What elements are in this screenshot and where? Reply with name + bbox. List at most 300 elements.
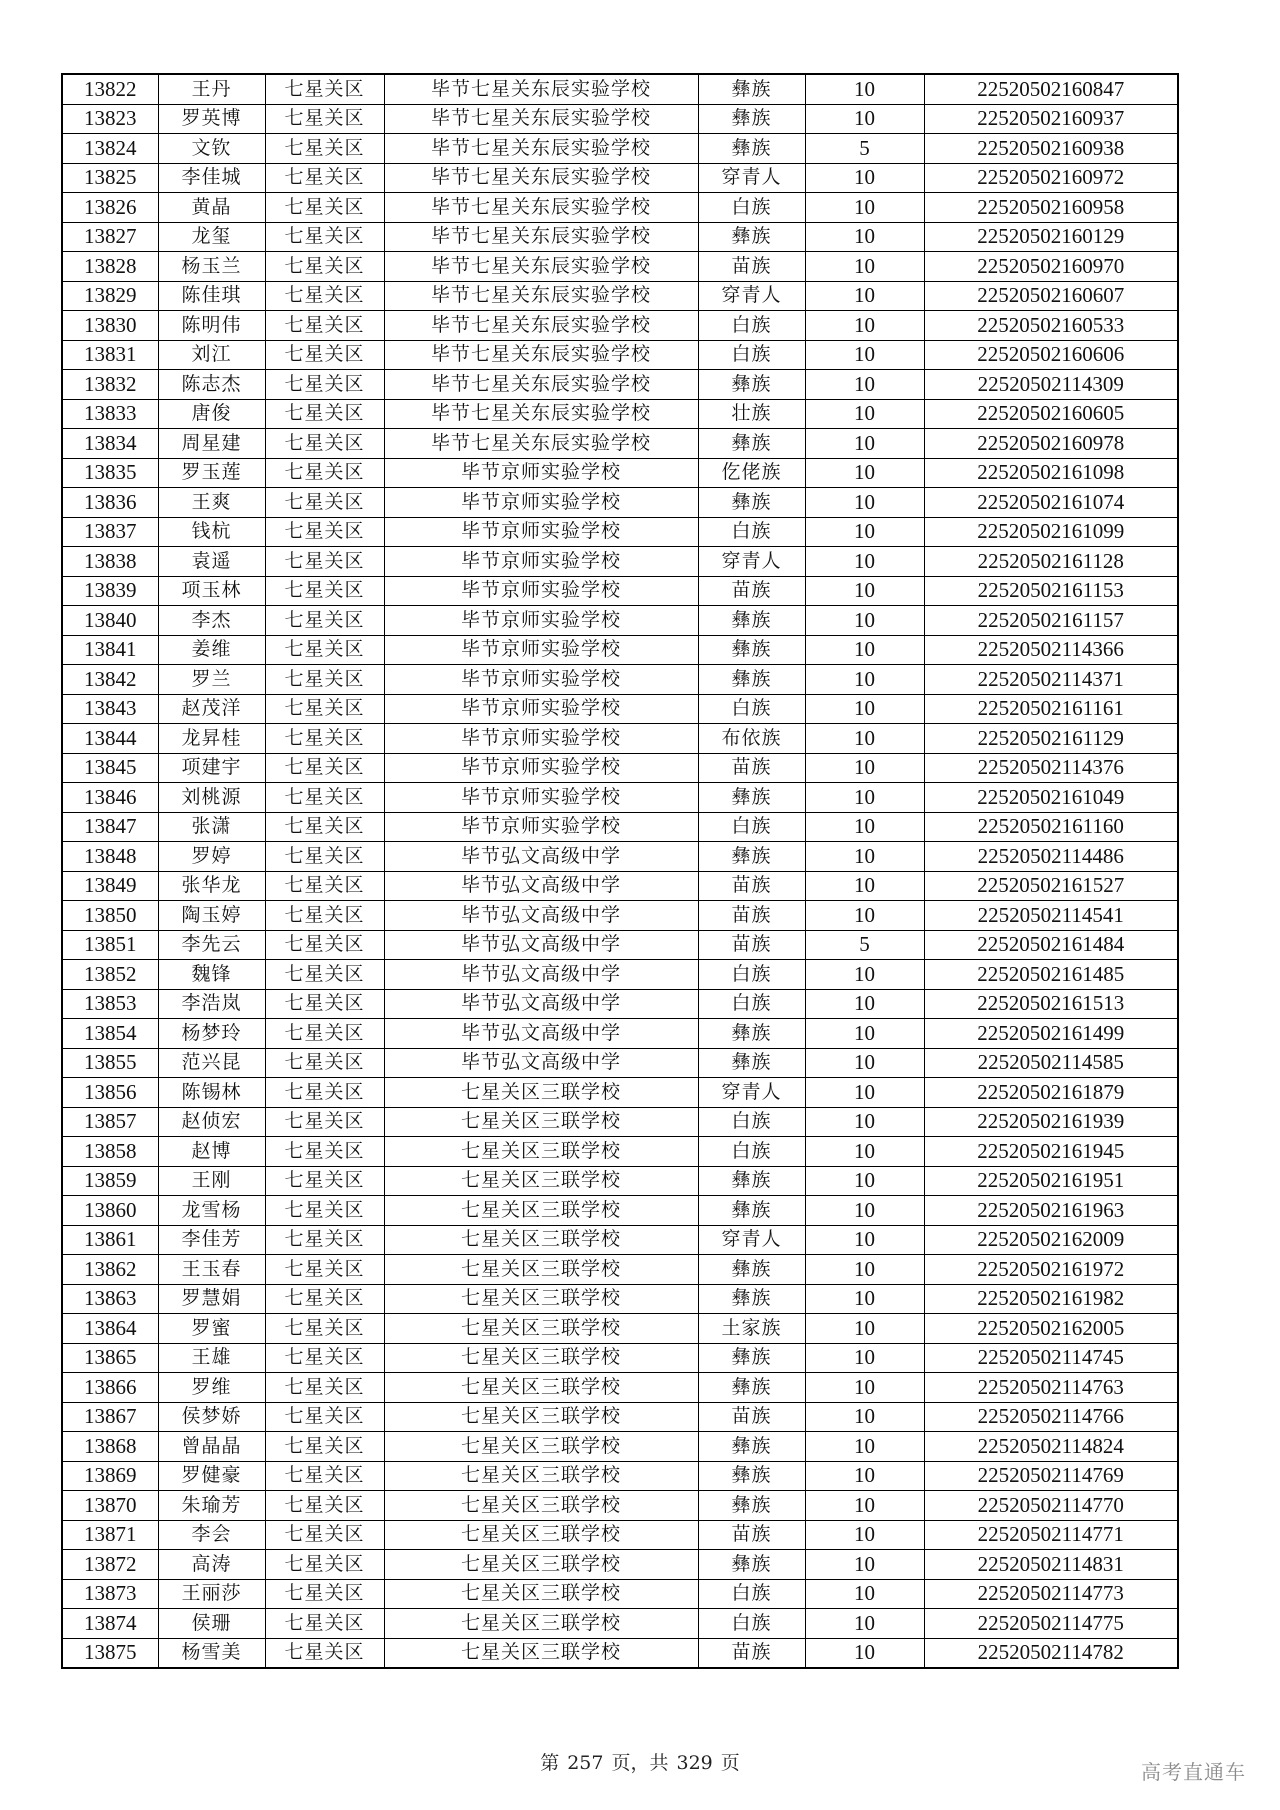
school-cell: 毕节京师实验学校: [384, 753, 698, 783]
row-index-cell: 13849: [62, 871, 158, 901]
ethnicity-cell: 彝族: [698, 1284, 805, 1314]
ethnicity-cell: 彝族: [698, 1048, 805, 1078]
table-row: [62, 1402, 1178, 1432]
bonus-points-cell: 10: [805, 1579, 924, 1609]
exam-id-cell: 22520502114831: [924, 1550, 1178, 1580]
table-row: [62, 1638, 1178, 1668]
table-row: [62, 783, 1178, 813]
exam-id-cell: 22520502160129: [924, 222, 1178, 252]
row-index-cell: 13866: [62, 1373, 158, 1403]
school-cell: 七星关区三联学校: [384, 1225, 698, 1255]
student-name-cell: 范兴昆: [158, 1048, 265, 1078]
student-name-cell: 赵侦宏: [158, 1107, 265, 1137]
student-name-cell: 魏锋: [158, 960, 265, 990]
ethnicity-cell: 彝族: [698, 1019, 805, 1049]
student-name-cell: 李佳芳: [158, 1225, 265, 1255]
document-table-container: [61, 73, 1177, 1669]
student-name-cell: 龙昇桂: [158, 724, 265, 754]
row-index-cell: 13846: [62, 783, 158, 813]
table-row: [62, 1166, 1178, 1196]
row-index-cell: 13861: [62, 1225, 158, 1255]
ethnicity-cell: 穿青人: [698, 281, 805, 311]
district-cell: 七星关区: [265, 842, 384, 872]
exam-id-cell: 22520502114766: [924, 1402, 1178, 1432]
bonus-points-cell: 10: [805, 1343, 924, 1373]
student-name-cell: 杨玉兰: [158, 252, 265, 282]
district-cell: 七星关区: [265, 252, 384, 282]
district-cell: 七星关区: [265, 311, 384, 341]
row-index-cell: 13851: [62, 930, 158, 960]
exam-id-cell: 22520502161951: [924, 1166, 1178, 1196]
exam-id-cell: 22520502161485: [924, 960, 1178, 990]
bonus-points-cell: 5: [805, 930, 924, 960]
district-cell: 七星关区: [265, 547, 384, 577]
school-cell: 七星关区三联学校: [384, 1166, 698, 1196]
table-row: [62, 1491, 1178, 1521]
table-row: [62, 724, 1178, 754]
school-cell: 毕节七星关东辰实验学校: [384, 134, 698, 164]
school-cell: 毕节弘文高级中学: [384, 1048, 698, 1078]
table-row: [62, 606, 1178, 636]
ethnicity-cell: 苗族: [698, 1402, 805, 1432]
student-name-cell: 侯梦娇: [158, 1402, 265, 1432]
student-name-cell: 王玉春: [158, 1255, 265, 1285]
bonus-points-cell: 10: [805, 1373, 924, 1403]
footer-mid: 页，共: [611, 1752, 669, 1774]
school-cell: 毕节弘文高级中学: [384, 901, 698, 931]
exam-id-cell: 22520502160938: [924, 134, 1178, 164]
bonus-points-cell: 10: [805, 340, 924, 370]
ethnicity-cell: 彝族: [698, 222, 805, 252]
ethnicity-cell: 苗族: [698, 1638, 805, 1668]
bonus-points-cell: 5: [805, 134, 924, 164]
district-cell: 七星关区: [265, 1550, 384, 1580]
district-cell: 七星关区: [265, 606, 384, 636]
row-index-cell: 13874: [62, 1609, 158, 1639]
ethnicity-cell: 苗族: [698, 901, 805, 931]
school-cell: 七星关区三联学校: [384, 1579, 698, 1609]
ethnicity-cell: 土家族: [698, 1314, 805, 1344]
student-name-cell: 高涛: [158, 1550, 265, 1580]
table-row: [62, 635, 1178, 665]
row-index-cell: 13865: [62, 1343, 158, 1373]
student-name-cell: 罗慧娟: [158, 1284, 265, 1314]
school-cell: 毕节弘文高级中学: [384, 989, 698, 1019]
current-page-number: 257: [567, 1752, 604, 1774]
ethnicity-cell: 彝族: [698, 1491, 805, 1521]
district-cell: 七星关区: [265, 1432, 384, 1462]
table-row: [62, 488, 1178, 518]
district-cell: 七星关区: [265, 1609, 384, 1639]
ethnicity-cell: 彝族: [698, 1166, 805, 1196]
school-cell: 七星关区三联学校: [384, 1373, 698, 1403]
table-row: [62, 547, 1178, 577]
row-index-cell: 13832: [62, 370, 158, 400]
ethnicity-cell: 苗族: [698, 753, 805, 783]
ethnicity-cell: 白族: [698, 193, 805, 223]
row-index-cell: 13856: [62, 1078, 158, 1108]
ethnicity-cell: 彝族: [698, 134, 805, 164]
table-row: [62, 576, 1178, 606]
row-index-cell: 13870: [62, 1491, 158, 1521]
school-cell: 七星关区三联学校: [384, 1078, 698, 1108]
ethnicity-cell: 白族: [698, 1137, 805, 1167]
ethnicity-cell: 白族: [698, 340, 805, 370]
school-cell: 毕节京师实验学校: [384, 635, 698, 665]
row-index-cell: 13864: [62, 1314, 158, 1344]
student-name-cell: 罗英博: [158, 104, 265, 134]
row-index-cell: 13824: [62, 134, 158, 164]
bonus-points-cell: 10: [805, 1461, 924, 1491]
exam-id-cell: 22520502161513: [924, 989, 1178, 1019]
district-cell: 七星关区: [265, 1373, 384, 1403]
district-cell: 七星关区: [265, 724, 384, 754]
student-name-cell: 陈明伟: [158, 311, 265, 341]
bonus-points-cell: 10: [805, 370, 924, 400]
district-cell: 七星关区: [265, 1019, 384, 1049]
school-cell: 毕节京师实验学校: [384, 547, 698, 577]
bonus-points-cell: 10: [805, 1019, 924, 1049]
school-cell: 毕节京师实验学校: [384, 724, 698, 754]
bonus-points-cell: 10: [805, 281, 924, 311]
row-index-cell: 13850: [62, 901, 158, 931]
district-cell: 七星关区: [265, 370, 384, 400]
table-row: [62, 753, 1178, 783]
row-index-cell: 13838: [62, 547, 158, 577]
student-name-cell: 罗健豪: [158, 1461, 265, 1491]
table-row: [62, 134, 1178, 164]
table-row: [62, 517, 1178, 547]
school-cell: 七星关区三联学校: [384, 1314, 698, 1344]
exam-id-cell: 22520502161099: [924, 517, 1178, 547]
row-index-cell: 13828: [62, 252, 158, 282]
student-name-cell: 王丹: [158, 74, 265, 104]
bonus-points-cell: 10: [805, 1314, 924, 1344]
ethnicity-cell: 穿青人: [698, 1225, 805, 1255]
table-row: [62, 1609, 1178, 1639]
school-cell: 七星关区三联学校: [384, 1402, 698, 1432]
exam-id-cell: 22520502161129: [924, 724, 1178, 754]
exam-id-cell: 22520502114585: [924, 1048, 1178, 1078]
table-row: [62, 1225, 1178, 1255]
table-row: [62, 1255, 1178, 1285]
row-index-cell: 13841: [62, 635, 158, 665]
district-cell: 七星关区: [265, 1402, 384, 1432]
student-name-cell: 王雄: [158, 1343, 265, 1373]
school-cell: 毕节七星关东辰实验学校: [384, 399, 698, 429]
district-cell: 七星关区: [265, 163, 384, 193]
school-cell: 毕节京师实验学校: [384, 606, 698, 636]
table-row: [62, 989, 1178, 1019]
student-name-cell: 李浩岚: [158, 989, 265, 1019]
district-cell: 七星关区: [265, 429, 384, 459]
table-row: [62, 1550, 1178, 1580]
student-name-cell: 李杰: [158, 606, 265, 636]
school-cell: 毕节七星关东辰实验学校: [384, 74, 698, 104]
bonus-points-cell: 10: [805, 311, 924, 341]
row-index-cell: 13837: [62, 517, 158, 547]
bonus-points-cell: 10: [805, 1166, 924, 1196]
school-cell: 毕节七星关东辰实验学校: [384, 222, 698, 252]
school-cell: 七星关区三联学校: [384, 1137, 698, 1167]
school-cell: 毕节弘文高级中学: [384, 960, 698, 990]
row-index-cell: 13844: [62, 724, 158, 754]
student-name-cell: 王爽: [158, 488, 265, 518]
bonus-points-cell: 10: [805, 1255, 924, 1285]
table-row: [62, 1137, 1178, 1167]
student-bonus-table: [61, 73, 1179, 1669]
exam-id-cell: 22520502114745: [924, 1343, 1178, 1373]
exam-id-cell: 22520502161527: [924, 871, 1178, 901]
exam-id-cell: 22520502114376: [924, 753, 1178, 783]
row-index-cell: 13840: [62, 606, 158, 636]
district-cell: 七星关区: [265, 1255, 384, 1285]
ethnicity-cell: 苗族: [698, 252, 805, 282]
table-row: [62, 1373, 1178, 1403]
table-row: [62, 930, 1178, 960]
school-cell: 毕节七星关东辰实验学校: [384, 311, 698, 341]
table-row: [62, 960, 1178, 990]
exam-id-cell: 22520502161879: [924, 1078, 1178, 1108]
ethnicity-cell: 白族: [698, 694, 805, 724]
exam-id-cell: 22520502161157: [924, 606, 1178, 636]
ethnicity-cell: 彝族: [698, 783, 805, 813]
student-name-cell: 陈锡林: [158, 1078, 265, 1108]
table-row: [62, 222, 1178, 252]
district-cell: 七星关区: [265, 222, 384, 252]
row-index-cell: 13857: [62, 1107, 158, 1137]
exam-id-cell: 22520502160847: [924, 74, 1178, 104]
district-cell: 七星关区: [265, 1638, 384, 1668]
ethnicity-cell: 仡佬族: [698, 458, 805, 488]
row-index-cell: 13831: [62, 340, 158, 370]
ethnicity-cell: 布依族: [698, 724, 805, 754]
student-name-cell: 赵茂洋: [158, 694, 265, 724]
table-row: [62, 812, 1178, 842]
student-name-cell: 周星建: [158, 429, 265, 459]
district-cell: 七星关区: [265, 340, 384, 370]
district-cell: 七星关区: [265, 1579, 384, 1609]
table-row: [62, 1520, 1178, 1550]
school-cell: 七星关区三联学校: [384, 1491, 698, 1521]
row-index-cell: 13826: [62, 193, 158, 223]
bonus-points-cell: 10: [805, 74, 924, 104]
school-cell: 七星关区三联学校: [384, 1638, 698, 1668]
school-cell: 七星关区三联学校: [384, 1284, 698, 1314]
exam-id-cell: 22520502161972: [924, 1255, 1178, 1285]
exam-id-cell: 22520502114824: [924, 1432, 1178, 1462]
bonus-points-cell: 10: [805, 1638, 924, 1668]
school-cell: 毕节弘文高级中学: [384, 1019, 698, 1049]
row-index-cell: 13847: [62, 812, 158, 842]
row-index-cell: 13842: [62, 665, 158, 695]
student-name-cell: 赵博: [158, 1137, 265, 1167]
district-cell: 七星关区: [265, 399, 384, 429]
district-cell: 七星关区: [265, 635, 384, 665]
table-row: [62, 370, 1178, 400]
exam-id-cell: 22520502161161: [924, 694, 1178, 724]
table-row: [62, 399, 1178, 429]
school-cell: 毕节京师实验学校: [384, 783, 698, 813]
bonus-points-cell: 10: [805, 989, 924, 1019]
watermark-text: 高考直通车: [1141, 1760, 1246, 1784]
district-cell: 七星关区: [265, 1314, 384, 1344]
student-name-cell: 朱瑜芳: [158, 1491, 265, 1521]
bonus-points-cell: 10: [805, 1491, 924, 1521]
exam-id-cell: 22520502161153: [924, 576, 1178, 606]
exam-id-cell: 22520502114486: [924, 842, 1178, 872]
district-cell: 七星关区: [265, 193, 384, 223]
school-cell: 毕节七星关东辰实验学校: [384, 252, 698, 282]
bonus-points-cell: 10: [805, 665, 924, 695]
school-cell: 毕节七星关东辰实验学校: [384, 163, 698, 193]
bonus-points-cell: 10: [805, 576, 924, 606]
school-cell: 毕节京师实验学校: [384, 812, 698, 842]
row-index-cell: 13859: [62, 1166, 158, 1196]
ethnicity-cell: 苗族: [698, 576, 805, 606]
district-cell: 七星关区: [265, 1107, 384, 1137]
bonus-points-cell: 10: [805, 1048, 924, 1078]
row-index-cell: 13823: [62, 104, 158, 134]
student-name-cell: 龙玺: [158, 222, 265, 252]
bonus-points-cell: 10: [805, 724, 924, 754]
student-name-cell: 罗婷: [158, 842, 265, 872]
student-name-cell: 李会: [158, 1520, 265, 1550]
footer-prefix: 第: [540, 1752, 560, 1774]
district-cell: 七星关区: [265, 1284, 384, 1314]
table-row: [62, 163, 1178, 193]
ethnicity-cell: 彝族: [698, 74, 805, 104]
exam-id-cell: 22520502114771: [924, 1520, 1178, 1550]
ethnicity-cell: 彝族: [698, 1550, 805, 1580]
table-row: [62, 842, 1178, 872]
ethnicity-cell: 彝族: [698, 1461, 805, 1491]
table-row: [62, 1314, 1178, 1344]
district-cell: 七星关区: [265, 783, 384, 813]
table-row: [62, 1019, 1178, 1049]
bonus-points-cell: 10: [805, 1225, 924, 1255]
exam-id-cell: 22520502114782: [924, 1638, 1178, 1668]
table-row: [62, 311, 1178, 341]
ethnicity-cell: 苗族: [698, 930, 805, 960]
footer-suffix: 页: [720, 1752, 740, 1774]
school-cell: 七星关区三联学校: [384, 1107, 698, 1137]
ethnicity-cell: 白族: [698, 1107, 805, 1137]
school-cell: 毕节七星关东辰实验学校: [384, 429, 698, 459]
school-cell: 七星关区三联学校: [384, 1609, 698, 1639]
row-index-cell: 13854: [62, 1019, 158, 1049]
bonus-points-cell: 10: [805, 812, 924, 842]
exam-id-cell: 22520502114541: [924, 901, 1178, 931]
row-index-cell: 13830: [62, 311, 158, 341]
district-cell: 七星关区: [265, 458, 384, 488]
ethnicity-cell: 穿青人: [698, 163, 805, 193]
exam-id-cell: 22520502161484: [924, 930, 1178, 960]
exam-id-cell: 22520502161939: [924, 1107, 1178, 1137]
school-cell: 毕节京师实验学校: [384, 694, 698, 724]
exam-id-cell: 22520502161098: [924, 458, 1178, 488]
bonus-points-cell: 10: [805, 1137, 924, 1167]
ethnicity-cell: 苗族: [698, 1520, 805, 1550]
row-index-cell: 13845: [62, 753, 158, 783]
row-index-cell: 13858: [62, 1137, 158, 1167]
table-row: [62, 1107, 1178, 1137]
student-name-cell: 陈志杰: [158, 370, 265, 400]
district-cell: 七星关区: [265, 989, 384, 1019]
student-name-cell: 黄晶: [158, 193, 265, 223]
exam-id-cell: 22520502114371: [924, 665, 1178, 695]
table-row: [62, 1343, 1178, 1373]
bonus-points-cell: 10: [805, 193, 924, 223]
exam-id-cell: 22520502160937: [924, 104, 1178, 134]
school-cell: 毕节七星关东辰实验学校: [384, 370, 698, 400]
student-name-cell: 李佳城: [158, 163, 265, 193]
student-name-cell: 王丽莎: [158, 1579, 265, 1609]
row-index-cell: 13829: [62, 281, 158, 311]
bonus-points-cell: 10: [805, 252, 924, 282]
exam-id-cell: 22520502160533: [924, 311, 1178, 341]
student-name-cell: 罗玉莲: [158, 458, 265, 488]
ethnicity-cell: 白族: [698, 960, 805, 990]
student-name-cell: 罗维: [158, 1373, 265, 1403]
district-cell: 七星关区: [265, 694, 384, 724]
row-index-cell: 13827: [62, 222, 158, 252]
ethnicity-cell: 彝族: [698, 488, 805, 518]
bonus-points-cell: 10: [805, 163, 924, 193]
row-index-cell: 13833: [62, 399, 158, 429]
district-cell: 七星关区: [265, 1461, 384, 1491]
exam-id-cell: 22520502160605: [924, 399, 1178, 429]
exam-id-cell: 22520502162005: [924, 1314, 1178, 1344]
table-row: [62, 429, 1178, 459]
student-name-cell: 罗兰: [158, 665, 265, 695]
bonus-points-cell: 10: [805, 783, 924, 813]
district-cell: 七星关区: [265, 488, 384, 518]
school-cell: 毕节七星关东辰实验学校: [384, 193, 698, 223]
ethnicity-cell: 白族: [698, 1609, 805, 1639]
student-name-cell: 罗蜜: [158, 1314, 265, 1344]
table-row: [62, 104, 1178, 134]
exam-id-cell: 22520502160972: [924, 163, 1178, 193]
row-index-cell: 13822: [62, 74, 158, 104]
row-index-cell: 13835: [62, 458, 158, 488]
bonus-points-cell: 10: [805, 1432, 924, 1462]
student-name-cell: 项玉林: [158, 576, 265, 606]
table-row: [62, 871, 1178, 901]
ethnicity-cell: 白族: [698, 1579, 805, 1609]
ethnicity-cell: 彝族: [698, 665, 805, 695]
ethnicity-cell: 彝族: [698, 1343, 805, 1373]
student-name-cell: 曾晶晶: [158, 1432, 265, 1462]
ethnicity-cell: 彝族: [698, 1255, 805, 1285]
school-cell: 毕节弘文高级中学: [384, 871, 698, 901]
bonus-points-cell: 10: [805, 901, 924, 931]
ethnicity-cell: 彝族: [698, 370, 805, 400]
student-name-cell: 姜维: [158, 635, 265, 665]
school-cell: 七星关区三联学校: [384, 1343, 698, 1373]
ethnicity-cell: 彝族: [698, 429, 805, 459]
ethnicity-cell: 穿青人: [698, 1078, 805, 1108]
student-name-cell: 侯珊: [158, 1609, 265, 1639]
table-row: [62, 665, 1178, 695]
bonus-points-cell: 10: [805, 753, 924, 783]
row-index-cell: 13825: [62, 163, 158, 193]
district-cell: 七星关区: [265, 104, 384, 134]
bonus-points-cell: 10: [805, 1107, 924, 1137]
exam-id-cell: 22520502161128: [924, 547, 1178, 577]
bonus-points-cell: 10: [805, 1402, 924, 1432]
school-cell: 毕节京师实验学校: [384, 517, 698, 547]
